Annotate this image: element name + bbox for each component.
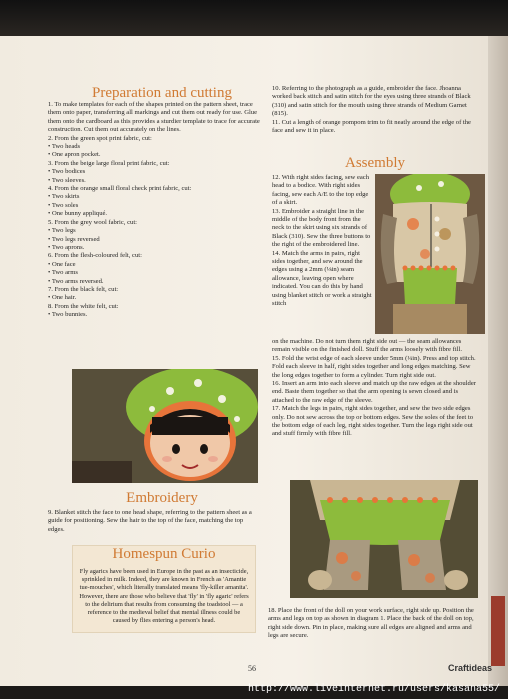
prep-line: • Two heads	[48, 143, 81, 151]
prep-line: • Two aprons.	[48, 243, 85, 251]
embroidery-heading: Embroidery	[126, 490, 198, 506]
prep-line: • One apron pocket.	[48, 151, 101, 159]
prep-line: 8. From the white felt, cut:	[48, 302, 119, 310]
prep-line: • Two legs reversed	[48, 235, 100, 243]
prep-line: • Two bunnies.	[48, 311, 88, 319]
homespun-curio-box	[72, 545, 256, 633]
prep-line: • Two bodices	[48, 168, 86, 176]
assembly-final-step: 18. Place the front of the doll on your work surface, right side up. Position the arms and legs on top as shown in diagram 1. Place the back of the doll on top, right side down. Pin in place, making sure all edges are aligned and arms and legs are secure.	[268, 607, 474, 640]
prep-line: 5. From the grey wool fabric, cut:	[48, 218, 137, 226]
prep-line: • Two skirts	[48, 193, 80, 201]
doll-head-photo	[72, 369, 258, 483]
prep-line: • One hair.	[48, 294, 77, 302]
step-paragraph: 14. Match the arms in pairs, right sides together, and sew around the edges using a 2mm (⅛in) seam allowance, leaving open where indicated. You can do this by hand using blanket stitch or work a straight stitch	[272, 249, 372, 308]
prep-column	[48, 101, 260, 320]
step-paragraph: 15. Fold the wrist edge of each sleeve under 5mm (¼in). Press and top stitch. Fold each sleeve in half, right sides together and long edges matching. Sew the long edges together to form a cylinder. Turn right side out.	[272, 354, 476, 379]
next-page-color-bar	[491, 596, 505, 666]
prep-line: 4. From the orange small floral check print fabric, cut:	[48, 185, 192, 193]
curio-text: Fly agarics have been used in Europe in the past as an insecticide, sprinkled in milk. Indeed, they are known in French as 'Amantie tue-mouches', which literally translated means 'fly-killer amanita'. However, there are those who believe that 'fly' in 'fly agaric' refers to the delirium that results from consuming the toadstool — a reference to the medieval belief that mental illness could be caused by flies entering a person's head.	[79, 568, 249, 625]
doll-legs-photo	[290, 480, 478, 598]
step-paragraph: 17. Match the legs in pairs, right sides together, and sew the two side edges only. Do not sew across the top or bottom edges. Sew the soles of the feet to the bottom edge of each leg, right sides together. Turn the legs right side out and stuff firmly with fibre fill.	[272, 405, 474, 438]
step-paragraph: 12. With right sides facing, sew each head to a bodice. With right sides facing, sew each A/E to the top edge of a skirt.	[272, 174, 370, 207]
assembly-wide-column	[272, 338, 480, 439]
magazine-brand: Craftideas	[448, 663, 493, 673]
prep-line: • Two legs	[48, 227, 76, 235]
assembly-heading: Assembly	[345, 155, 405, 171]
prep-line: • One bunny appliqué.	[48, 210, 108, 218]
prep-heading: Preparation and cutting	[92, 85, 232, 101]
step-paragraph: 13. Embroider a straight line in the middle of the body front from the neck to the skirt using six strands of Black (310). Sew the three buttons to the right of the embroidered line.	[272, 207, 371, 249]
doll-body-photo	[375, 174, 485, 334]
prep-line: • Two soles	[48, 201, 79, 209]
prep-line: • Two sleeves.	[48, 176, 86, 184]
prep-line: 1. To make templates for each of the shapes printed on the pattern sheet, trace them onto paper, transferring all markings and cut them out ready for use. Glue them onto the cardboard as this provides a sturdier template to trace for accurate construction. Cut them out accurately on the lines.	[48, 101, 260, 134]
curio-heading: Homespun Curio	[112, 546, 216, 562]
next-page-edge	[488, 36, 508, 686]
page-number: 56	[248, 664, 256, 673]
prep-line: 3. From the beige large floral print fabric, cut:	[48, 159, 170, 167]
prep-line: • Two arms reversed.	[48, 277, 104, 285]
prep-line: • Two arms	[48, 269, 78, 277]
prep-line: 2. From the green spot print fabric, cut:	[48, 134, 152, 142]
step-paragraph: on the machine. Do not turn them right side out — the seam allowances remain visible on the finished doll. Stuff the arms loosely with fibre fill.	[272, 338, 462, 354]
step-paragraph: 11. Cut a length of orange pompom trim to fit neatly around the edge of the face and sew it in place.	[272, 118, 471, 135]
step-paragraph: 16. Insert an arm into each sleeve and match up the raw edges at the shoulder end. Baste them together so that the arm opening is sewn closed and is attached to the raw edge of the sleeve.	[272, 380, 476, 404]
assembly-narrow-column	[272, 174, 372, 309]
prep-line: 7. From the black felt, cut:	[48, 285, 119, 293]
embroidery-text: 9. Blanket stitch the face to one head shape, referring to the pattern sheet as a guide for positioning. Sew the hair to the top of the face, matching the top edges.	[48, 509, 252, 533]
step-paragraph: 10. Referring to the photograph as a guide, embroider the face. Jhoanna worked back stitch and satin stitch for the eyes using three strands of Black (310) and satin stitch for the mouth using three strands of Medium Garnet (815).	[272, 85, 471, 118]
source-url-watermark: http://www.liveinternet.ru/users/kasana55/	[248, 684, 501, 695]
right-top-column	[272, 85, 480, 135]
prep-line: 6. From the flesh-coloured felt, cut:	[48, 252, 142, 260]
prep-line: • One face	[48, 260, 76, 268]
scan-top-edge	[0, 0, 508, 36]
